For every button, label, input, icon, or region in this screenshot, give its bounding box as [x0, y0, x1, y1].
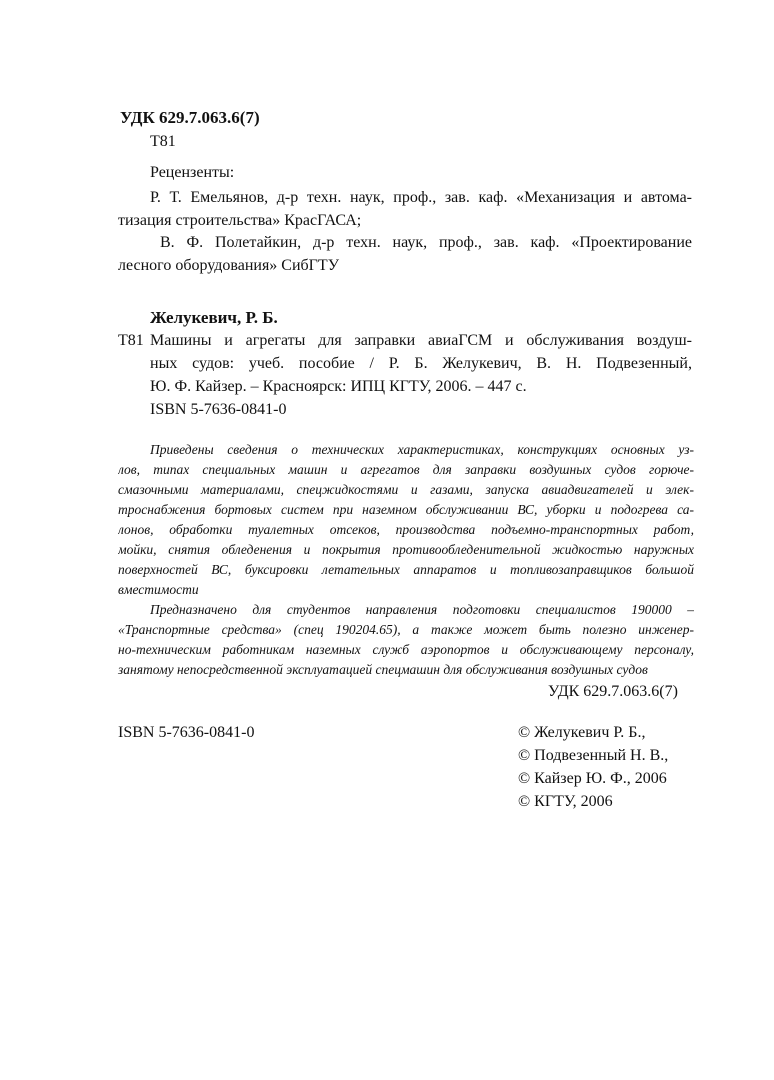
bib-isbn: ISBN 5-7636-0841-0 — [150, 401, 287, 418]
isbn-bottom: ISBN 5-7636-0841-0 — [118, 724, 255, 741]
annotation-p2-line-4: занятому непосредственной эксплуатацией спецмашин для обслуживания воздушных судов — [118, 662, 648, 677]
annotation-p1-line-3: смазочными материалами, спецжидкостями и газами, запуска авиадвигателей и элек- — [118, 482, 694, 497]
bib-line-3: Ю. Ф. Кайзер. – Красноярск: ИПЦ КГТУ, 2006. – 447 с. — [150, 378, 527, 395]
author-mark-mid: Т81 — [118, 332, 144, 349]
copyright-line: © Подвезенный Н. В., — [518, 747, 669, 764]
bib-line-1: Машины и агрегаты для заправки авиаГСМ и обслуживания воздуш- — [150, 332, 692, 349]
bib-line-2: ных судов: учеб. пособие / Р. Б. Желукевич, В. Н. Подвезенный, — [150, 355, 692, 372]
annotation-p1-line-1: Приведены сведения о технических характеристиках, конструкциях основных уз- — [150, 442, 694, 457]
reviewer-1-line-1: Р. Т. Емельянов, д-р техн. наук, проф., зав. каф. «Механизация и автома- — [150, 189, 692, 206]
annotation-p2-line-2: «Транспортные средства» (спец 190204.65), а также может быть полезно инженер- — [118, 622, 694, 637]
udk-code-top: УДК 629.7.063.6(7) — [120, 108, 260, 127]
annotation-p1-line-4: троснабжения бортовых систем при наземном обслуживании ВС, уборки и подогрева са- — [118, 502, 694, 517]
udk-code-bottom: УДК 629.7.063.6(7) — [548, 683, 678, 700]
annotation-p1-line-8: вместимости — [118, 582, 199, 597]
annotation-p2-line-1: Предназначено для студентов направления подготовки специалистов 190000 – — [150, 602, 694, 617]
annotation-p1-line-5: лонов, обработки туалетных отсеков, производства подъемно-транспортных работ, — [118, 522, 694, 537]
annotation-p2-line-3: но-техническим работникам наземных служб аэропортов и обслуживающему персоналу, — [118, 642, 694, 657]
copyright-line: © Желукевич Р. Б., — [518, 724, 646, 741]
copyright-line: © КГТУ, 2006 — [518, 793, 613, 810]
reviewer-2-line-2: лесного оборудования» СибГТУ — [118, 257, 340, 274]
copyright-line: © Кайзер Ю. Ф., 2006 — [518, 770, 667, 787]
annotation-p1-line-2: лов, типах специальных машин и агрегатов для заправки воздушных судов горюче- — [118, 462, 694, 477]
author-mark-top: Т81 — [150, 133, 176, 150]
reviewer-2-line-1: В. Ф. Полетайкин, д-р техн. наук, проф., зав. каф. «Проектирование — [160, 234, 692, 251]
annotation-p1-line-7: поверхностей ВС, буксировки летательных аппаратов и топливозаправщиков большой — [118, 562, 694, 577]
reviewer-1-line-2: тизация строительства» КрасГАСА; — [118, 212, 362, 229]
author-heading: Желукевич, Р. Б. — [150, 308, 278, 327]
annotation-p1-line-6: мойки, снятия обледенения и покрытия противообледенительной жидкостью наружных — [118, 542, 694, 557]
reviewers-heading: Рецензенты: — [150, 164, 235, 181]
